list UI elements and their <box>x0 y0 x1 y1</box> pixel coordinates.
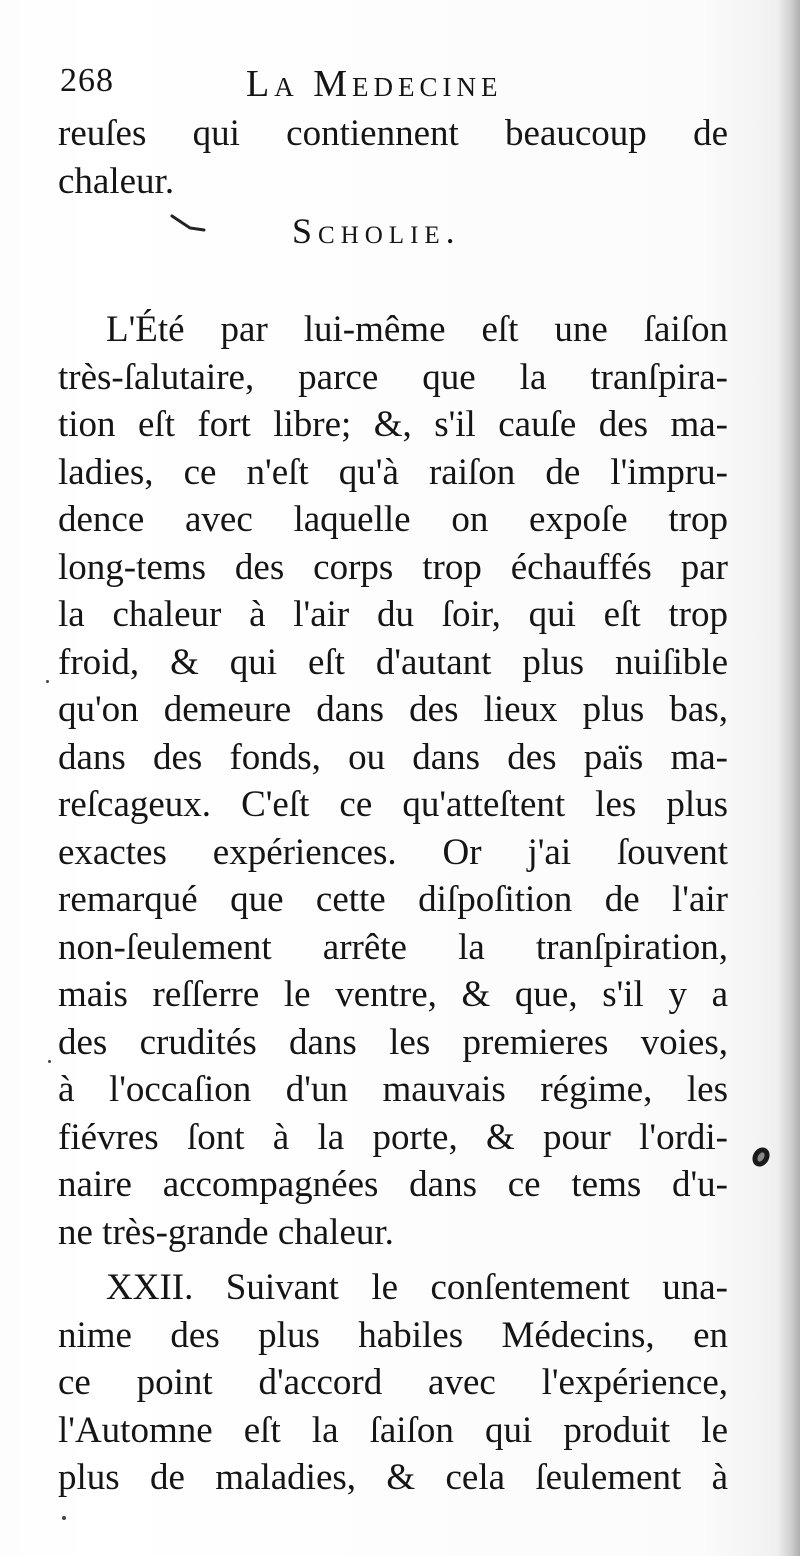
text-line: des crudités dans les premieres voies, <box>58 1021 728 1063</box>
running-head <box>60 62 740 112</box>
ink-blot-icon <box>750 1144 772 1170</box>
ink-speck <box>62 1516 66 1520</box>
section-heading: Scholie. <box>292 211 461 251</box>
text-line: L'Été par lui-même eſt une ſaiſon <box>106 309 728 350</box>
text-line: long-tems des corps trop échauffés par <box>58 546 728 588</box>
text-line: non-ſeulement arrête la tranſpiration, <box>58 926 728 968</box>
text-line: reuſes qui contiennent beaucoup de <box>58 113 728 154</box>
text-line: très-ſalutaire, parce que la tranſpira- <box>58 356 728 398</box>
text-line: la chaleur à l'air du ſoir, qui eſt trop <box>58 594 728 635</box>
text-line: ladies, ce n'eſt qu'à raiſon de l'impru- <box>58 451 728 493</box>
text-line: XXII. Suivant le conſentement una- <box>106 1267 728 1308</box>
text-line: à l'occaſion d'un mauvais régime, les <box>58 1069 728 1110</box>
text-line: plus de maladies, & cela ſeulement à <box>58 1457 728 1498</box>
text-line: ce point d'accord avec l'expérience, <box>58 1362 728 1403</box>
text-line: nime des plus habiles Médecins, en <box>58 1314 728 1356</box>
text-line: exactes expériences. Or j'ai ſouvent <box>58 831 728 873</box>
text-line: qu'on demeure dans des lieux plus bas, <box>58 689 728 730</box>
text-line: froid, & qui eſt d'autant plus nuiſible <box>58 641 728 683</box>
text-line: mais reſſerre le ventre, & que, s'il y a <box>58 974 728 1015</box>
text-line: fiévres ſont à la porte, & pour l'ordi- <box>58 1116 728 1158</box>
text-line: reſcageux. C'eſt ce qu'atteſtent les plus <box>58 784 728 825</box>
text-line: remarqué que cette diſpoſition de l'air <box>58 879 728 920</box>
text-line: chaleur. <box>58 160 175 202</box>
text-line: ne très-grande chaleur. <box>58 1211 394 1253</box>
pen-mark-icon <box>170 214 206 234</box>
running-title: La Medecine <box>246 63 503 105</box>
text-line: tion eſt fort libre; &, s'il cauſe des ma- <box>58 404 728 445</box>
scholie-paragraph <box>58 306 728 1256</box>
page-number: 268 <box>60 62 114 99</box>
text-line: l'Automne eſt la ſaiſon qui produit le <box>58 1409 728 1451</box>
section-xxii-paragraph <box>58 1264 728 1502</box>
text-line: dans des fonds, ou dans des païs ma- <box>58 736 728 778</box>
ink-speck <box>46 680 49 683</box>
text-line: naire accompagnées dans ce tems d'u- <box>58 1164 728 1205</box>
text-line: dence avec laquelle on expoſe trop <box>58 499 728 540</box>
continuation-text <box>58 110 728 205</box>
page-gutter-shadow <box>778 0 800 1556</box>
ink-speck <box>48 1060 51 1063</box>
